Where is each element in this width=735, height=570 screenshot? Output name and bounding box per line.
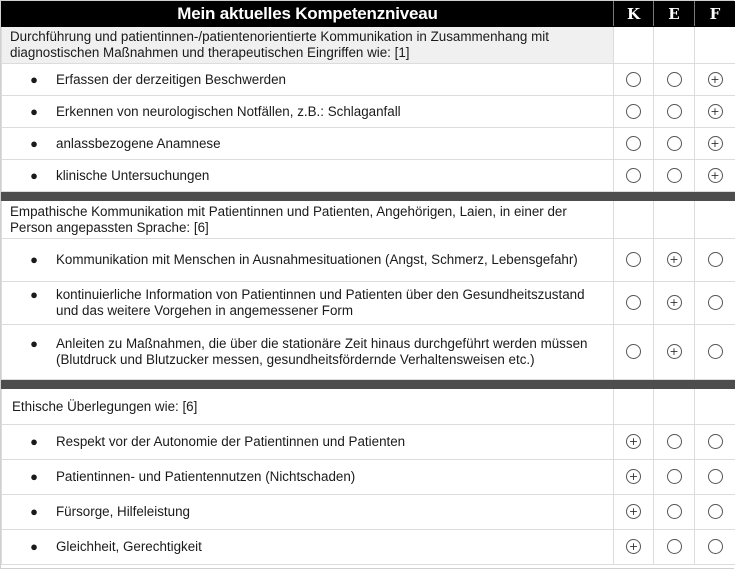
competence-item-cell — [2, 282, 614, 325]
rating-cell-e — [654, 239, 695, 282]
bullet-icon: ● — [30, 103, 38, 119]
rating-cell-f — [695, 495, 735, 530]
bullet-icon: ● — [30, 539, 38, 554]
rating-radio-e[interactable] — [667, 504, 682, 519]
rating-radio-k[interactable] — [626, 344, 641, 359]
bullet-icon: ● — [30, 287, 38, 302]
bullet-icon: ● — [30, 252, 38, 267]
separator-cell — [614, 380, 654, 389]
empty-cell — [654, 201, 695, 239]
competence-item-cell — [2, 64, 614, 96]
rating-radio-k-selected[interactable] — [626, 434, 641, 449]
rating-cell-k — [614, 64, 654, 96]
competence-row — [2, 160, 735, 192]
competence-item-text: anlassbezogene Anamnese — [56, 135, 221, 151]
rating-cell-k — [614, 128, 654, 160]
competence-row — [2, 128, 735, 160]
rating-radio-f-selected[interactable] — [708, 136, 723, 151]
rating-radio-f-selected[interactable] — [708, 168, 723, 183]
empty-cell — [614, 27, 654, 64]
separator-cell — [654, 380, 695, 389]
section-separator — [2, 192, 735, 201]
competence-item-text: klinische Untersuchungen — [56, 167, 210, 183]
empty-cell — [654, 27, 695, 64]
rating-cell-k — [614, 530, 654, 565]
rating-cell-f — [695, 160, 735, 192]
column-header-k: K — [614, 2, 654, 27]
rating-cell-k — [614, 96, 654, 128]
rating-cell-e — [654, 282, 695, 325]
rating-cell-e — [654, 325, 695, 380]
rating-radio-k-selected[interactable] — [626, 539, 641, 554]
competence-item-cell — [2, 460, 614, 495]
rating-cell-f — [695, 64, 735, 96]
rating-cell-k — [614, 425, 654, 460]
competence-row — [2, 530, 735, 565]
rating-cell-e — [654, 128, 695, 160]
section-intro-row — [2, 27, 735, 64]
rating-radio-f-selected[interactable] — [708, 104, 723, 119]
competence-item-text: kontinuierliche Information von Patientinnen und Patienten über den Gesundheitszustand und das weitere Vorgehen in angemessener Form — [56, 287, 585, 318]
competence-item-cell — [2, 530, 614, 565]
rating-radio-f-selected[interactable] — [708, 72, 723, 87]
empty-cell — [695, 389, 735, 425]
section-intro: Durchführung und patientinnen-/patientenorientierte Kommunikation in Zusammenhang mit diagnostischen Maßnahmen und therapeutischen Eingriffen wie: [1] — [2, 27, 614, 64]
rating-cell-f — [695, 325, 735, 380]
empty-cell — [695, 27, 735, 64]
empty-cell — [614, 389, 654, 425]
rating-cell-k — [614, 495, 654, 530]
competence-item-cell — [2, 239, 614, 282]
rating-radio-e[interactable] — [667, 104, 682, 119]
rating-cell-e — [654, 495, 695, 530]
rating-radio-e[interactable] — [667, 469, 682, 484]
rating-radio-f[interactable] — [708, 539, 723, 554]
rating-radio-e-selected[interactable] — [667, 344, 682, 359]
competence-item-cell — [2, 425, 614, 460]
competence-row — [2, 495, 735, 530]
rating-cell-f — [695, 530, 735, 565]
rating-radio-e-selected[interactable] — [667, 295, 682, 310]
competence-item-text: Gleichheit, Gerechtigkeit — [56, 539, 202, 554]
rating-cell-f — [695, 425, 735, 460]
competence-item-text: Fürsorge, Hilfeleistung — [56, 504, 190, 519]
competence-row — [2, 239, 735, 282]
section-intro: Ethische Überlegungen wie: [6] — [2, 389, 614, 425]
table-title: Mein aktuelles Kompetenzniveau — [2, 2, 614, 27]
rating-radio-k-selected[interactable] — [626, 504, 641, 519]
rating-radio-f[interactable] — [708, 252, 723, 267]
rating-radio-f[interactable] — [708, 434, 723, 449]
bullet-icon: ● — [30, 504, 38, 519]
rating-cell-e — [654, 425, 695, 460]
bullet-icon: ● — [30, 135, 38, 151]
empty-cell — [654, 389, 695, 425]
bullet-icon: ● — [30, 434, 38, 449]
rating-radio-f[interactable] — [708, 295, 723, 310]
rating-cell-e — [654, 64, 695, 96]
rating-radio-e[interactable] — [667, 168, 682, 183]
competence-item-text: Anleiten zu Maßnahmen, die über die stationäre Zeit hinaus durchgeführt werden müssen (Blutdruck und Blutzucker messen, gesundheitsfördernde Verhaltensweisen etc.) — [56, 336, 588, 367]
rating-cell-e — [654, 96, 695, 128]
bullet-icon: ● — [30, 469, 38, 484]
empty-cell — [614, 201, 654, 239]
rating-cell-f — [695, 96, 735, 128]
competence-item-cell — [2, 325, 614, 380]
rating-radio-e[interactable] — [667, 72, 682, 87]
rating-radio-f[interactable] — [708, 504, 723, 519]
bullet-icon: ● — [30, 336, 38, 351]
rating-cell-f — [695, 128, 735, 160]
rating-radio-k-selected[interactable] — [626, 469, 641, 484]
competence-item-text: Kommunikation mit Menschen in Ausnahmesituationen (Angst, Schmerz, Lebensgefahr) — [56, 252, 578, 267]
rating-cell-e — [654, 160, 695, 192]
rating-cell-k — [614, 325, 654, 380]
rating-cell-k — [614, 239, 654, 282]
separator-cell — [695, 192, 735, 201]
competence-item-text: Erfassen der derzeitigen Beschwerden — [56, 71, 287, 87]
column-header-f: F — [695, 2, 735, 27]
separator-cell — [695, 380, 735, 389]
competence-item-cell — [2, 128, 614, 160]
rating-radio-e[interactable] — [667, 434, 682, 449]
rating-cell-k — [614, 460, 654, 495]
rating-cell-e — [654, 530, 695, 565]
rating-radio-e[interactable] — [667, 136, 682, 151]
rating-radio-e[interactable] — [667, 539, 682, 554]
competence-item-text: Respekt vor der Autonomie der Patientinnen und Patienten — [56, 434, 406, 449]
rating-radio-k[interactable] — [626, 168, 641, 183]
competence-row — [2, 325, 735, 380]
separator-cell — [2, 192, 614, 201]
rating-cell-k — [614, 160, 654, 192]
table-header-row — [2, 2, 735, 27]
competence-item-text: Patientinnen- und Patientennutzen (Nichtschaden) — [56, 469, 356, 484]
section-intro: Empathische Kommunikation mit Patientinnen und Patienten, Angehörigen, Laien, in einer der Person angepassten Sprache: [6] — [2, 201, 614, 239]
separator-cell — [614, 192, 654, 201]
rating-cell-e — [654, 460, 695, 495]
competence-item-text: Erkennen von neurologischen Notfällen, z.B.: Schlaganfall — [56, 103, 401, 119]
rating-cell-f — [695, 239, 735, 282]
competence-row — [2, 96, 735, 128]
competence-item-cell — [2, 160, 614, 192]
separator-cell — [654, 192, 695, 201]
competence-row — [2, 425, 735, 460]
bullet-icon: ● — [30, 167, 38, 183]
section-separator — [2, 380, 735, 389]
rating-radio-f[interactable] — [708, 469, 723, 484]
empty-cell — [695, 201, 735, 239]
rating-cell-f — [695, 282, 735, 325]
rating-radio-f[interactable] — [708, 344, 723, 359]
bullet-icon: ● — [30, 71, 38, 87]
rating-cell-f — [695, 460, 735, 495]
section-intro-row — [2, 201, 735, 239]
rating-radio-k[interactable] — [626, 295, 641, 310]
competence-item-cell — [2, 495, 614, 530]
rating-radio-k[interactable] — [626, 136, 641, 151]
competence-row — [2, 64, 735, 96]
column-header-e: E — [654, 2, 695, 27]
competence-row — [2, 282, 735, 325]
rating-cell-k — [614, 282, 654, 325]
rating-radio-e-selected[interactable] — [667, 252, 682, 267]
competence-table — [1, 1, 735, 565]
competence-item-cell — [2, 96, 614, 128]
separator-cell — [2, 380, 614, 389]
rating-radio-k[interactable] — [626, 104, 641, 119]
section-intro-row — [2, 389, 735, 425]
rating-radio-k[interactable] — [626, 252, 641, 267]
rating-radio-k[interactable] — [626, 72, 641, 87]
competence-row — [2, 460, 735, 495]
